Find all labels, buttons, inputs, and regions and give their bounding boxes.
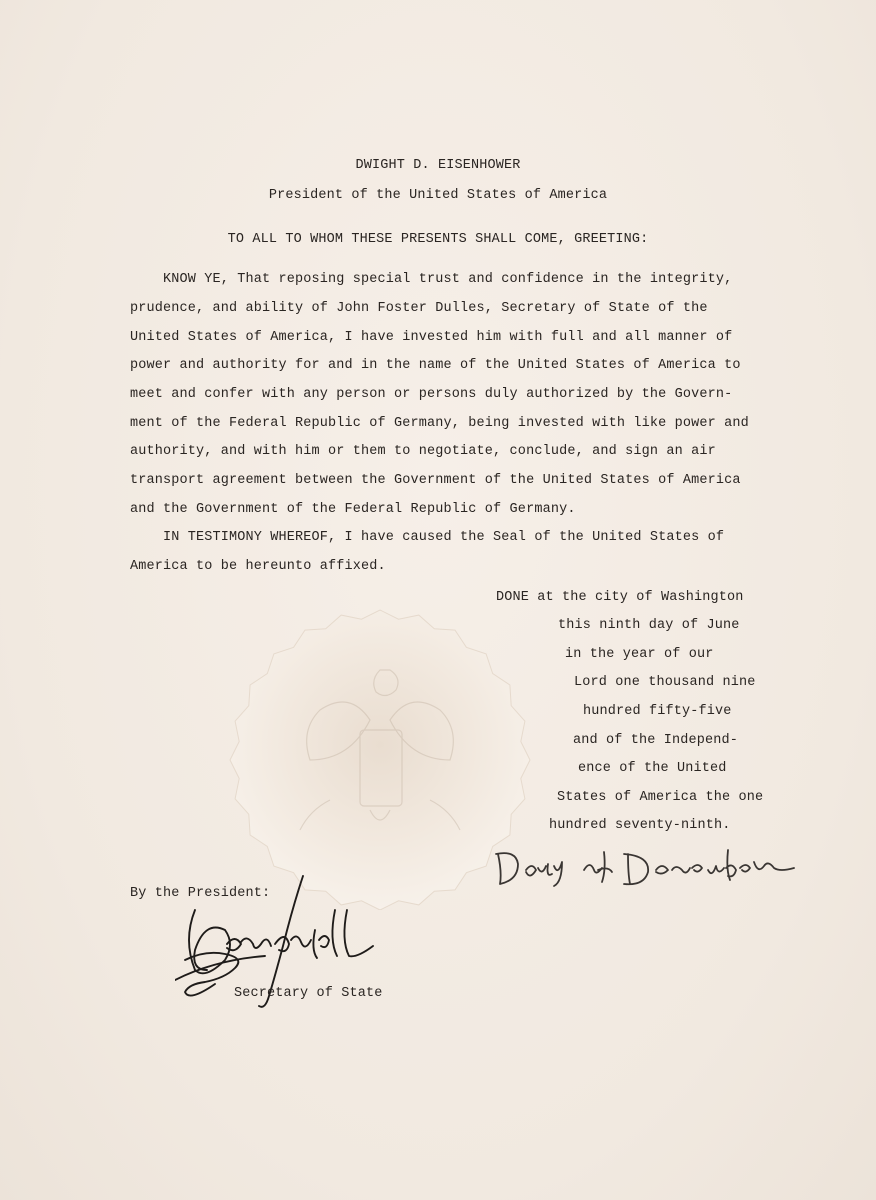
president-title: President of the United States of America	[268, 188, 608, 203]
body-line: meet and confer with any person or persons duly authorized by the Govern-	[130, 387, 733, 402]
body-line: authority, and with him or them to negotiate, conclude, and sign an air	[130, 444, 716, 459]
done-line: this ninth day of June	[558, 618, 740, 633]
done-line: DONE at the city of Washington	[496, 590, 744, 605]
done-line: and of the Independ-	[573, 733, 739, 748]
body-line: transport agreement between the Government of the United States of America	[130, 473, 741, 488]
president-name: DWIGHT D. EISENHOWER	[355, 158, 521, 173]
done-line: Lord one thousand nine	[574, 675, 756, 690]
body-line: KNOW YE, That reposing special trust and confidence in the integrity,	[130, 272, 733, 287]
body-line: ment of the Federal Republic of Germany, being invested with like power and	[130, 416, 749, 431]
body-line: United States of America, I have invested him with full and all manner of	[130, 330, 733, 345]
done-line: in the year of our	[565, 647, 714, 662]
greeting-line: TO ALL TO WHOM THESE PRESENTS SHALL COME, GREETING:	[227, 232, 649, 247]
body-line: prudence, and ability of John Foster Dulles, Secretary of State of the	[130, 301, 708, 316]
body-line: power and authority for and in the name of the United States of America to	[130, 358, 741, 373]
testimony-line: America to be hereunto affixed.	[130, 559, 386, 574]
body-line: and the Government of the Federal Republic of Germany.	[130, 502, 576, 517]
done-line: States of America the one	[557, 790, 764, 805]
testimony-line: IN TESTIMONY WHEREOF, I have caused the Seal of the United States of	[130, 530, 725, 545]
done-line: hundred fifty-five	[583, 704, 732, 719]
done-line: ence of the United	[578, 761, 727, 776]
secretary-title: Secretary of State	[234, 986, 383, 1001]
by-president-label: By the President:	[130, 886, 271, 901]
president-signature	[488, 840, 818, 890]
done-line: hundred seventy-ninth.	[549, 818, 731, 833]
